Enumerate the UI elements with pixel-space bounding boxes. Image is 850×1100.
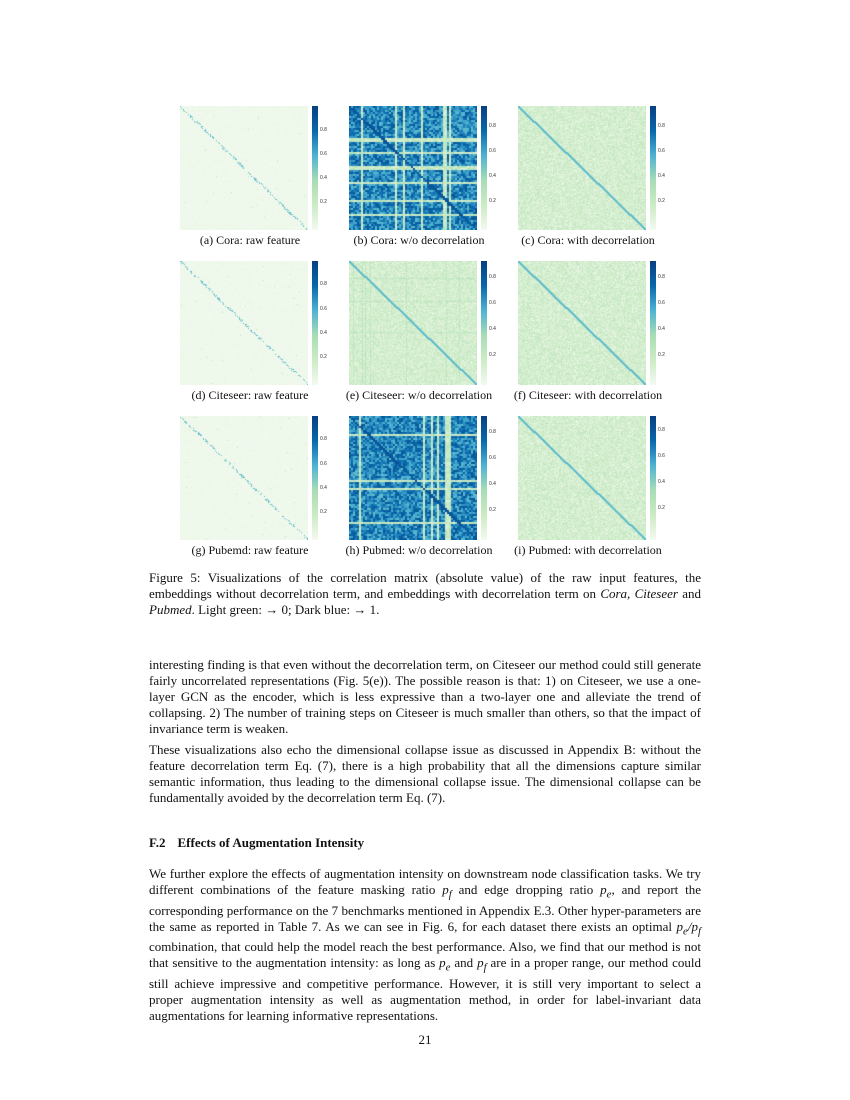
figure-caption-datasets: Cora, Citeseer	[600, 586, 678, 601]
subfigure-caption: (b) Cora: w/o decorrelation	[353, 233, 485, 247]
paragraph-3-text: , and report the corresponding performance on the 7 benchmarks mentioned in Appendix E.3. Other hyper-parameters are the same as reported in Table 7. As we can see in Fig. 6, for each dataset there exists an optimal	[149, 882, 702, 934]
colorbar-tick: 0.4	[658, 326, 665, 332]
colorbar-tick: 0.2	[489, 198, 496, 204]
colorbar-tick: 0.2	[658, 198, 665, 204]
colorbar	[650, 106, 656, 230]
colorbar-tick: 0.8	[489, 429, 496, 435]
heatmap	[180, 416, 308, 540]
colorbar-tick: 0.8	[320, 281, 327, 287]
page-number: 21	[418, 1032, 432, 1047]
heatmap	[349, 261, 477, 385]
figure-caption-and: and	[677, 586, 701, 601]
colorbar	[481, 261, 487, 385]
paragraph-3-text: and edge dropping ratio	[451, 882, 601, 897]
colorbar-ticks	[320, 416, 344, 540]
math-ratio-sub: f	[697, 925, 701, 938]
colorbar-tick: 0.8	[658, 427, 665, 433]
math-pe: p	[439, 955, 446, 971]
figure-5-grid	[180, 106, 680, 571]
math-pf: p	[442, 882, 449, 897]
colorbar-tick: 0.4	[320, 485, 327, 491]
section-heading	[149, 835, 364, 851]
math-pe-sub: e	[445, 961, 451, 974]
figure-caption-legend: . Light green: → 0; Dark blue: → 1.	[191, 602, 380, 617]
colorbar-tick: 0.4	[489, 173, 496, 179]
colorbar-tick: 0.6	[320, 306, 327, 312]
colorbar-ticks	[320, 261, 344, 385]
colorbar-ticks	[489, 261, 513, 385]
paragraph-2: These visualizations also echo the dimensional collapse issue as discussed in Appendix B: without the feature decorrelation term Eq. (7), there is a high probability that all the dimensions capture similar semantic information, thus leading to the dimensional collapse issue. The dimensional collapse can be fundamentally avoided by the decorrelation term Eq. (7).	[149, 742, 701, 805]
colorbar-tick: 0.2	[320, 509, 327, 515]
colorbar-tick: 0.8	[320, 436, 327, 442]
colorbar-tick: 0.6	[658, 453, 665, 459]
colorbar-tick: 0.8	[658, 123, 665, 129]
heatmap	[518, 416, 646, 540]
colorbar-tick: 0.6	[320, 151, 327, 157]
colorbar-tick: 0.4	[658, 173, 665, 179]
panel-a	[180, 106, 348, 256]
colorbar-tick: 0.4	[489, 326, 496, 332]
math-pf-sub: f	[448, 888, 452, 901]
colorbar-tick: 0.6	[489, 455, 496, 461]
panel-i	[514, 416, 686, 566]
colorbar-tick: 0.6	[320, 461, 327, 467]
heatmap	[518, 261, 646, 385]
panel-h	[345, 416, 517, 566]
colorbar	[650, 416, 656, 540]
colorbar	[312, 416, 318, 540]
heatmap	[180, 261, 308, 385]
figure-row-citeseer	[180, 261, 680, 416]
paragraph-1: interesting finding is that even without the decorrelation term, on Citeseer our method could still generate fairly uncorrelated representations (Fig. 5(e)). The possible reason is that: 1) on Citeseer, we use a one-layer GCN as the encoder, which is less expressive than a two-layer one and alleviate the trend of collapsing. 2) The number of training steps on Citeseer is much smaller than others, so that the impact of invariance term is weaken.	[149, 657, 701, 736]
heatmap	[349, 416, 477, 540]
subfigure-caption: (d) Citeseer: raw feature	[191, 388, 309, 402]
colorbar-ticks	[489, 416, 513, 540]
colorbar-tick: 0.4	[489, 481, 496, 487]
heatmap	[180, 106, 308, 230]
figure-caption-text: Figure 5: Visualizations of the correlation matrix (absolute value) of the raw input features, the embeddings without decorrelation term, and embeddings with decorrelation term on	[149, 570, 701, 601]
colorbar-tick: 0.8	[658, 274, 665, 280]
colorbar-tick: 0.6	[658, 148, 665, 154]
colorbar-tick: 0.2	[489, 352, 496, 358]
colorbar-tick: 0.8	[320, 127, 327, 133]
section-title: Effects of Augmentation Intensity	[177, 835, 365, 850]
subfigure-caption: (h) Pubmed: w/o decorrelation	[345, 543, 493, 557]
colorbar-ticks	[658, 261, 682, 385]
colorbar	[650, 261, 656, 385]
paragraph-3-text: and	[450, 955, 478, 971]
section-number: F.2	[149, 835, 166, 850]
paragraph-3-text: combination, that could help the model reach the best performance. Also, we find that our method is not that sensitive to the augmentation intensity: as long as	[149, 939, 701, 971]
colorbar-ticks	[320, 106, 344, 230]
panel-e	[345, 261, 517, 411]
colorbar-tick: 0.8	[489, 274, 496, 280]
panel-f	[513, 261, 686, 411]
paragraph-3-text: We further explore the effects of augmentation intensity on downstream node classification tasks. We try different combinations of the feature masking ratio	[149, 866, 701, 897]
colorbar-tick: 0.2	[320, 199, 327, 205]
subfigure-caption: (f) Citeseer: with decorrelation	[513, 388, 663, 402]
figure-caption	[149, 570, 701, 618]
colorbar-tick: 0.6	[489, 148, 496, 154]
colorbar-ticks	[489, 106, 513, 230]
panel-c	[518, 106, 686, 256]
panel-g	[180, 416, 348, 566]
math-ratio-mid: /p	[687, 918, 698, 934]
subfigure-caption: (g) Pubemd: raw feature	[191, 543, 309, 557]
panel-b	[349, 106, 517, 256]
colorbar-ticks	[658, 106, 682, 230]
colorbar-tick: 0.2	[320, 354, 327, 360]
colorbar	[312, 106, 318, 230]
heatmap	[349, 106, 477, 230]
colorbar-tick: 0.2	[489, 507, 496, 513]
colorbar	[481, 106, 487, 230]
math-ratio-sub: e	[683, 925, 688, 938]
colorbar-tick: 0.2	[658, 505, 665, 511]
colorbar-tick: 0.4	[320, 175, 327, 181]
math-pe: p	[600, 882, 607, 897]
subfigure-caption: (i) Pubmed: with decorrelation	[514, 543, 662, 557]
colorbar-tick: 0.6	[489, 300, 496, 306]
colorbar-tick: 0.4	[320, 330, 327, 336]
paragraph-3	[149, 866, 701, 1024]
heatmap	[518, 106, 646, 230]
panel-d	[180, 261, 348, 411]
figure-row-pubmed	[180, 416, 680, 571]
colorbar	[312, 261, 318, 385]
math-pe-sub: e	[606, 888, 612, 901]
subfigure-caption: (a) Cora: raw feature	[199, 233, 301, 247]
math-pf-sub: f	[483, 961, 487, 974]
paragraph-3-text: are in a proper range, our method could still achieve impressive and competitive performance. However, it is still very important to select a proper augmentation intensity as well as augmentation method, in order for label-invariant data augmentations for learning informative representations.	[149, 955, 701, 1023]
math-pf: p	[477, 955, 484, 971]
subfigure-caption: (e) Citeseer: w/o decorrelation	[345, 388, 493, 402]
subfigure-caption: (c) Cora: with decorrelation	[521, 233, 655, 247]
colorbar	[481, 416, 487, 540]
colorbar-tick: 0.8	[489, 123, 496, 129]
colorbar-tick: 0.2	[658, 352, 665, 358]
colorbar-ticks	[658, 416, 682, 540]
colorbar-tick: 0.6	[658, 300, 665, 306]
math-ratio: p	[676, 918, 684, 934]
figure-row-cora	[180, 106, 680, 261]
figure-caption-pubmed: Pubmed	[149, 602, 192, 617]
colorbar-tick: 0.4	[658, 479, 665, 485]
